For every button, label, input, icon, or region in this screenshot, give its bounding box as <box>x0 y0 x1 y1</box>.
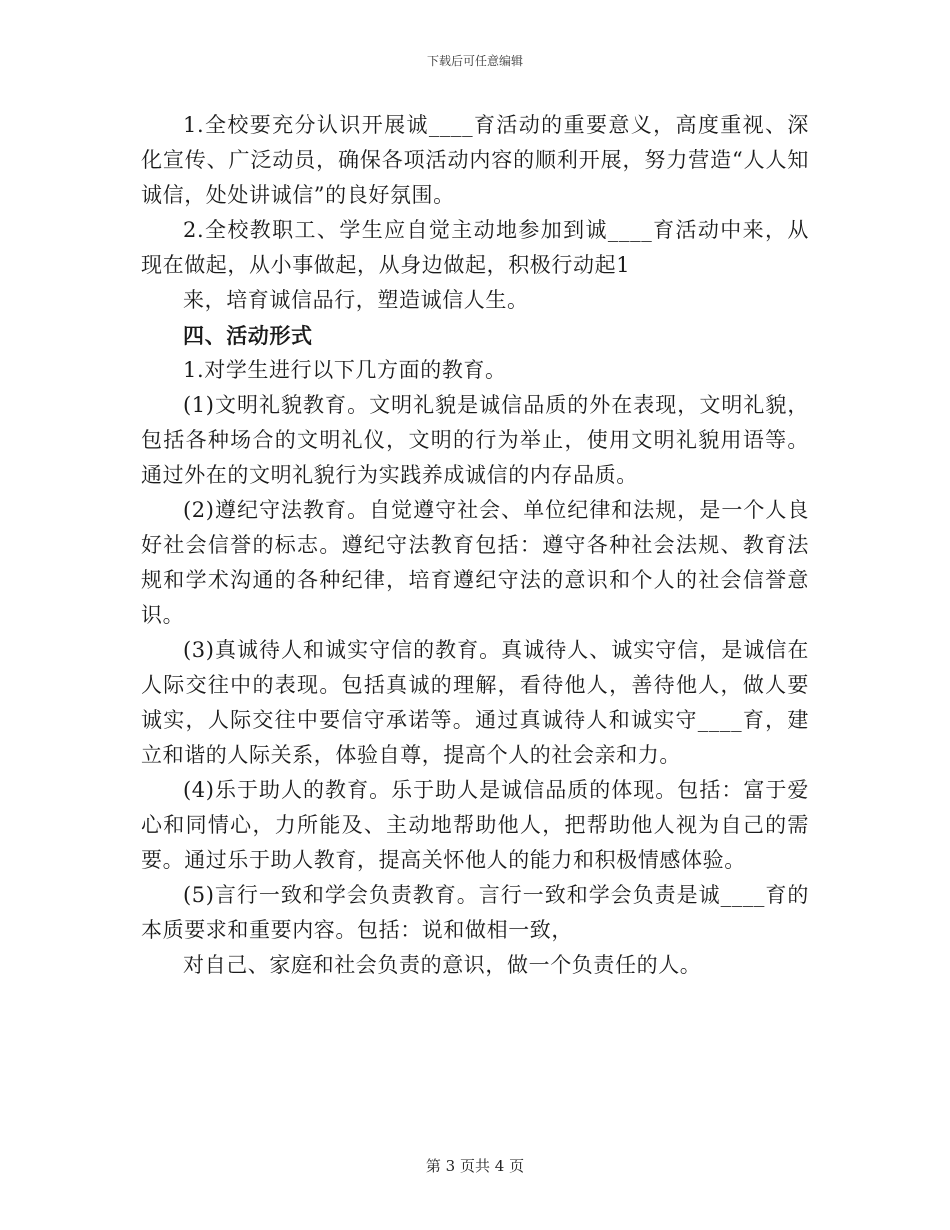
document-body <box>141 108 809 983</box>
paragraph-1: 1.全校要充分认识开展诚____育活动的重要意义，高度重视、深化宣传、广泛动员，确保各项活动内容的顺利开展，努力营造“人人知诚信，处处讲诚信”的良好氛围。 <box>141 113 809 207</box>
paragraph-10: 对自己、家庭和社会负责的意识，做一个负责任的人。 <box>183 953 702 977</box>
paragraph-4: 1.对学生进行以下几方面的教育。 <box>183 358 507 382</box>
page-header: 下载后可任意编辑 <box>426 54 523 68</box>
page-footer: 第 3 页共 4 页 <box>425 1157 525 1175</box>
section-heading: 四、活动形式 <box>183 323 313 348</box>
paragraph-5: (1)文明礼貌教育。文明礼貌是诚信品质的外在表现，文明礼貌，包括各种场合的文明礼仪，文明的行为举止，使用文明礼貌用语等。通过外在的文明礼貌行为实践养成诚信的内存品质。 <box>141 393 809 487</box>
paragraph-9: (5)言行一致和学会负责教育。言行一致和学会负责是诚____育的本质要求和重要内容。包括：说和做相一致， <box>141 883 809 942</box>
paragraph-2: 2.全校教职工、学生应自觉主动地参加到诚____育活动中来，从现在做起，从小事做起，从身边做起，积极行动起1 <box>141 218 809 277</box>
paragraph-8: (4)乐于助人的教育。乐于助人是诚信品质的体现。包括：富于爱心和同情心，力所能及、主动地帮助他人，把帮助他人视为自己的需要。通过乐于助人教育，提高关怀他人的能力和积极情感体验。 <box>141 778 809 872</box>
paragraph-7: (3)真诚待人和诚实守信的教育。真诚待人、诚实守信，是诚信在人际交往中的表现。包括真诚的理解，看待他人，善待他人，做人要诚实，人际交往中要信守承诺等。通过真诚待人和诚实守____育，建立和谐的人际关系，体验自尊，提高个人的社会亲和力。 <box>141 638 809 767</box>
paragraph-3: 来，培育诚信品行，塑造诚信人生。 <box>183 288 529 312</box>
paragraph-6: (2)遵纪守法教育。自觉遵守社会、单位纪律和法规，是一个人良好社会信誉的标志。遵纪守法教育包括：遵守各种社会法规、教育法规和学术沟通的各种纪律，培育遵纪守法的意识和个人的社会信誉意识。 <box>141 498 809 627</box>
